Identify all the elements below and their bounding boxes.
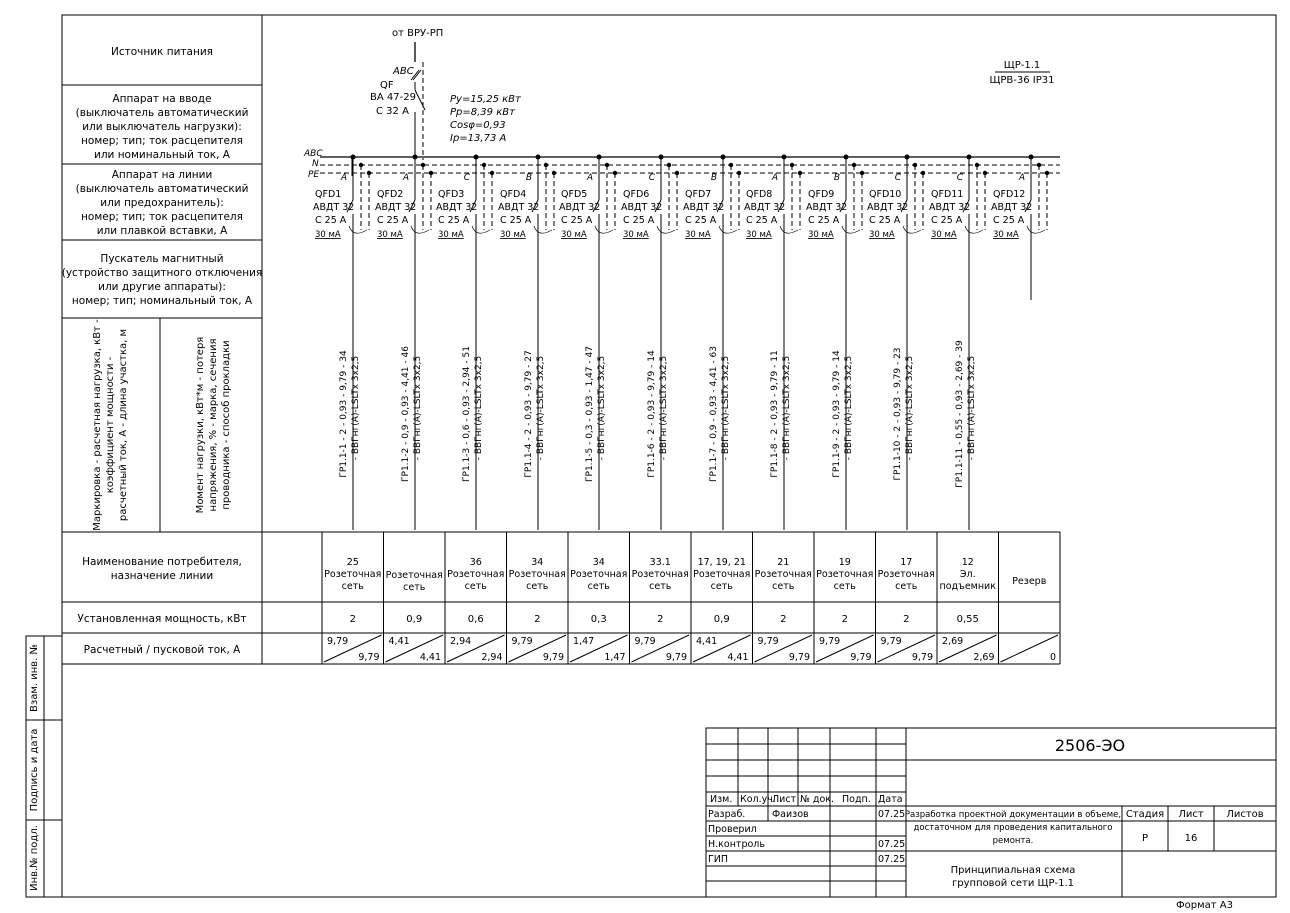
source-from: от ВРУ-РП xyxy=(392,28,444,39)
project-name: ремонта. xyxy=(992,836,1034,846)
drawing-title: групповой сети ЩР-1.1 xyxy=(951,878,1075,889)
rcd-symbol xyxy=(472,226,490,233)
feeder-type: АВДТ 32 xyxy=(806,202,848,213)
feeder-3 xyxy=(436,155,494,531)
feeder-8 xyxy=(744,155,802,531)
bus-pe-label: PE xyxy=(308,170,320,180)
feeder-cable-code: ГР1.1-9 - 2 - 0,93 - 9,79 - 14 xyxy=(832,350,842,478)
consumer-name: 17 xyxy=(900,557,913,568)
consumer-name: подъемник xyxy=(939,581,996,592)
current-label: Расчетный / пусковой ток, А xyxy=(83,644,241,656)
header-koluch: Кол.уч. xyxy=(740,794,776,805)
start-current: 2,69 xyxy=(973,652,995,663)
feeder-cable-type: - ВВГнг(А)-LSLTx 3х2,5 xyxy=(474,355,484,461)
consumer-name: Розеточная xyxy=(570,569,628,580)
input-device-label: или номинальный ток, А xyxy=(94,149,230,161)
consumer-name: Розеточная xyxy=(693,569,751,580)
consumer-name: сеть xyxy=(341,581,364,592)
feeder-4 xyxy=(498,155,556,531)
feeder-rating: С 25 А xyxy=(623,215,655,226)
consumer-name: 34 xyxy=(531,557,544,568)
feeder-type: АВДТ 32 xyxy=(498,202,540,213)
installed-power: 2 xyxy=(841,614,848,625)
consumer-name: Розеточная xyxy=(877,569,935,580)
consumer-column-12 xyxy=(1001,532,1061,664)
start-current: 0 xyxy=(1049,652,1056,663)
role-gip-date: 07.25 xyxy=(878,854,906,865)
rcd-symbol xyxy=(657,226,675,233)
installed-power: 2 xyxy=(903,614,910,625)
feeder-rcd-ma: 30 мА xyxy=(561,230,587,240)
consumer-name: 21 xyxy=(777,557,790,568)
panel-title: ЩР-1.1 xyxy=(1003,60,1041,71)
project-name: Разработка проектной документации в объеме, xyxy=(904,810,1122,820)
panel-name xyxy=(989,60,1054,86)
consumer-name: сеть xyxy=(895,581,918,592)
feeder-cable-code: ГР1.1-11 - 0,55 - 0,93 - 2,69 - 39 xyxy=(955,340,965,488)
consumer-name: Розеточная xyxy=(631,569,689,580)
rcd-symbol xyxy=(719,226,737,233)
drawing-title: Принципиальная схема xyxy=(950,865,1076,876)
installed-power: 0,9 xyxy=(406,614,423,625)
start-current: 2,94 xyxy=(481,652,503,663)
consumer-name: 19 xyxy=(838,557,851,568)
line-device-label: номер; тип; ток расцепителя xyxy=(81,211,243,223)
feeder-10 xyxy=(867,155,925,531)
calc-current: 4,41 xyxy=(696,636,718,647)
consumer-name: 33.1 xyxy=(649,557,671,568)
consumer-column-2 xyxy=(386,532,446,664)
param-pp: Рр=8,39 кВт xyxy=(450,107,515,118)
consumer-name: сеть xyxy=(833,581,856,592)
feeder-qf: QFD10 xyxy=(869,189,902,200)
header-data: Дата xyxy=(878,794,903,805)
consumer-name: сеть xyxy=(403,582,426,593)
stage-header: Стадия xyxy=(1125,809,1165,820)
rcd-symbol xyxy=(349,226,367,233)
drawing-frame xyxy=(62,15,1276,897)
installed-power: 0,3 xyxy=(590,614,607,625)
feeder-cable-type: - ВВГнг(А)-LSLTx 3х2,5 xyxy=(967,355,977,461)
consumer-name: Розеточная xyxy=(385,570,443,581)
marking-label: расчетный ток, А - длина участка, м xyxy=(118,328,129,522)
feeder-qf: QFD6 xyxy=(623,189,650,200)
rcd-symbol xyxy=(595,226,613,233)
feeder-rating: С 25 А xyxy=(500,215,532,226)
feeder-cable-type: - ВВГнг(А)-LSLTx 3х2,5 xyxy=(597,355,607,461)
consumer-column-1 xyxy=(324,532,384,664)
role-dev: Разраб. xyxy=(708,809,746,820)
feeder-type: АВДТ 32 xyxy=(436,202,478,213)
phase-label: В xyxy=(525,173,532,183)
feeder-5 xyxy=(559,155,617,531)
feeder-rating: С 25 А xyxy=(438,215,470,226)
phase-label: С xyxy=(894,173,901,183)
consumer-name: 17, 19, 21 xyxy=(697,557,746,568)
start-current: 9,79 xyxy=(665,652,687,663)
phase-label: А xyxy=(340,173,347,183)
consumer-table xyxy=(324,532,1060,664)
feeder-rating: С 25 А xyxy=(931,215,963,226)
consumer-name: сеть xyxy=(526,581,549,592)
line-device-label: или предохранитель): xyxy=(100,197,224,209)
consumer-label: назначение линии xyxy=(110,570,214,582)
project-name: достаточном для проведения капитального xyxy=(913,823,1113,833)
calc-current: 9,79 xyxy=(327,636,349,647)
feeder-rating: С 25 А xyxy=(869,215,901,226)
title-block xyxy=(706,728,1276,897)
feeder-cable-code: ГР1.1-1 - 2 - 0,93 - 9,79 - 34 xyxy=(339,350,349,478)
consumer-name: 36 xyxy=(469,557,482,568)
starter-label: номер; тип; номинальный ток, А xyxy=(71,295,253,307)
feeder-rating: С 25 А xyxy=(808,215,840,226)
feeder-type: АВДТ 32 xyxy=(867,202,909,213)
feeder-11 xyxy=(929,155,987,531)
role-check: Проверил xyxy=(708,824,757,835)
feeder-qf: QFD3 xyxy=(438,189,465,200)
start-current: 9,79 xyxy=(788,652,810,663)
feeder-cable-type: - ВВГнг(А)-LSLTx 3х2,5 xyxy=(721,355,731,461)
calc-current: 4,41 xyxy=(388,636,410,647)
feeder-rcd-ma: 30 мА xyxy=(746,230,772,240)
phase-label: А xyxy=(771,173,778,183)
installed-power-label: Установленная мощность, кВт xyxy=(77,613,247,625)
feeder-cable-code: ГР1.1-4 - 2 - 0,93 - 9,79 - 27 xyxy=(524,350,534,478)
side-stamp xyxy=(26,636,62,897)
input-device-label: или выключатель нагрузки): xyxy=(82,121,242,133)
feeder-cable-code: ГР1.1-2 - 0,9 - 0,93 - 4,41 - 46 xyxy=(401,346,411,482)
phase-label: С xyxy=(648,173,655,183)
start-current: 9,79 xyxy=(542,652,564,663)
consumer-label: Наименование потребителя, xyxy=(82,556,242,568)
param-cos: Cosφ=0,93 xyxy=(450,120,506,131)
installed-power: 0,6 xyxy=(467,614,484,625)
feeder-1 xyxy=(313,155,371,531)
consumer-name: сеть xyxy=(772,581,795,592)
starter-label: (устройство защитного отключения xyxy=(61,267,263,279)
sheets-header: Листов xyxy=(1226,809,1264,820)
calc-current: 9,79 xyxy=(757,636,779,647)
feeder-rcd-ma: 30 мА xyxy=(993,230,1019,240)
phase-label: С xyxy=(463,173,470,183)
consumer-column-9 xyxy=(816,532,876,664)
rcd-symbol xyxy=(534,226,552,233)
consumer-name: сеть xyxy=(649,581,672,592)
feeder-rcd-ma: 30 мА xyxy=(623,230,649,240)
calc-current: 1,47 xyxy=(573,636,595,647)
calc-current: 9,79 xyxy=(634,636,656,647)
stage-value: Р xyxy=(1141,833,1149,844)
feeder-rcd-ma: 30 мА xyxy=(808,230,834,240)
feeder-qf: QFD12 xyxy=(993,189,1026,200)
feeder-qf: QFD8 xyxy=(746,189,773,200)
installed-power: 2 xyxy=(780,614,787,625)
calc-current: 2,69 xyxy=(942,636,964,647)
feeder-qf: QFD5 xyxy=(561,189,588,200)
feeder-qf: QFD4 xyxy=(500,189,527,200)
consumer-name: Резерв xyxy=(1012,576,1047,587)
feeder-12 xyxy=(991,155,1049,301)
feeder-rating: С 25 А xyxy=(315,215,347,226)
consumer-column-11 xyxy=(939,532,999,664)
rcd-symbol xyxy=(903,226,921,233)
feeder-qf: QFD1 xyxy=(315,189,342,200)
input-device-label: Аппарат на вводе xyxy=(112,93,212,105)
installed-power: 2 xyxy=(657,614,664,625)
source-abc: АВС xyxy=(393,66,414,77)
feeder-rcd-ma: 30 мА xyxy=(931,230,957,240)
moment-label: напряжения, % - марка, сечения xyxy=(208,338,219,512)
bus-abc-label: АВС xyxy=(304,149,323,159)
consumer-column-4 xyxy=(509,532,569,664)
phase-label: В xyxy=(833,173,840,183)
feeder-type: АВДТ 32 xyxy=(621,202,663,213)
installed-power: 0,9 xyxy=(713,614,730,625)
phase-label: А xyxy=(586,173,593,183)
input-device-label: (выключатель автоматический xyxy=(75,107,249,119)
param-ip: Iр=13,73 А xyxy=(450,133,507,144)
feeder-rating: С 25 А xyxy=(746,215,778,226)
feeder-cable-code: ГР1.1-10 - 2 - 0,93 - 9,79 - 23 xyxy=(893,347,903,481)
consumer-name: Розеточная xyxy=(508,569,566,580)
feeder-7 xyxy=(683,155,741,531)
feeder-type: АВДТ 32 xyxy=(559,202,601,213)
sheet-header: Лист xyxy=(1178,809,1204,820)
header-ndok: № док. xyxy=(800,794,835,805)
start-current: 4,41 xyxy=(419,652,441,663)
starter-label: Пускатель магнитный xyxy=(100,253,224,265)
side-stamp-label: Подпись и дата xyxy=(29,728,40,812)
feeder-9 xyxy=(806,155,864,531)
feeder-rating: С 25 А xyxy=(377,215,409,226)
feeder-cable-code: ГР1.1-3 - 0,6 - 0,93 - 2,94 - 51 xyxy=(462,346,472,482)
start-current: 9,79 xyxy=(850,652,872,663)
feeder-type: АВДТ 32 xyxy=(313,202,355,213)
marking-label: Маркировка - расчетная нагрузка, кВт - xyxy=(92,319,103,531)
feeder-rating: С 25 А xyxy=(993,215,1025,226)
document-code: 2506-ЭО xyxy=(1054,736,1126,755)
feeder-qf: QFD7 xyxy=(685,189,712,200)
param-py: Ру=15,25 кВт xyxy=(450,94,521,105)
consumer-column-10 xyxy=(878,532,938,664)
phase-label: В xyxy=(710,173,717,183)
consumer-column-5 xyxy=(570,532,630,664)
line-device-label: Аппарат на линии xyxy=(111,169,213,181)
sheet-value: 16 xyxy=(1184,833,1198,844)
phase-label: А xyxy=(1018,173,1025,183)
role-gip: ГИП xyxy=(708,854,729,865)
feeder-type: АВДТ 32 xyxy=(683,202,725,213)
feeder-cable-code: ГР1.1-6 - 2 - 0,93 - 9,79 - 14 xyxy=(647,350,657,478)
rcd-symbol xyxy=(411,226,429,233)
feeder-qf: QFD9 xyxy=(808,189,835,200)
feeder-rcd-ma: 30 мА xyxy=(869,230,895,240)
feeders xyxy=(313,155,1049,531)
consumer-name: Эл. xyxy=(959,569,976,580)
consumer-name: сеть xyxy=(587,581,610,592)
moment-label: Момент нагрузки, кВт*м - потеря xyxy=(195,336,206,514)
role-norm-date: 07.25 xyxy=(878,839,906,850)
consumer-name: сеть xyxy=(710,581,733,592)
input-device-label: номер; тип; ток расцепителя xyxy=(81,135,243,147)
feeder-type: АВДТ 32 xyxy=(991,202,1033,213)
role-norm: Н.контроль xyxy=(708,839,765,850)
feeder-2 xyxy=(375,155,433,531)
qf-label: QF xyxy=(380,80,394,91)
consumer-name: сеть xyxy=(464,581,487,592)
role-dev-date: 07.25 xyxy=(878,809,906,820)
feeder-cable-code: ГР1.1-5 - 0,3 - 0,93 - 1,47 - 47 xyxy=(585,346,595,482)
source-label: Источник питания xyxy=(111,46,213,58)
calc-current: 9,79 xyxy=(511,636,533,647)
panel-type: ЩРВ-36 IP31 xyxy=(989,75,1055,86)
feeder-cable-type: - ВВГнг(А)-LSLTx 3х2,5 xyxy=(536,355,546,461)
rcd-symbol xyxy=(1027,226,1045,233)
load-params xyxy=(450,94,522,144)
consumer-column-7 xyxy=(693,532,753,664)
feeder-rcd-ma: 30 мА xyxy=(377,230,403,240)
side-stamp-label: Взам. инв. № xyxy=(29,644,40,712)
consumer-name: 12 xyxy=(961,557,974,568)
rcd-symbol xyxy=(965,226,983,233)
phase-label: С xyxy=(956,173,963,183)
installed-power: 2 xyxy=(349,614,356,625)
feeder-type: АВДТ 32 xyxy=(375,202,417,213)
feeder-cable-type: - ВВГнг(А)-LSLTx 3х2,5 xyxy=(782,355,792,461)
bus-n-label: N xyxy=(312,159,319,169)
header-izm: Изм. xyxy=(710,794,733,805)
feeder-rating: С 25 А xyxy=(561,215,593,226)
feeder-cable-type: - ВВГнг(А)-LSLTx 3х2,5 xyxy=(905,355,915,461)
consumer-name: Розеточная xyxy=(816,569,874,580)
calc-current: 9,79 xyxy=(880,636,902,647)
feeder-qf: QFD2 xyxy=(377,189,404,200)
feeder-qf: QFD11 xyxy=(931,189,964,200)
feeder-cable-code: ГР1.1-7 - 0,9 - 0,93 - 4,41 - 63 xyxy=(709,346,719,482)
start-current: 9,79 xyxy=(358,652,380,663)
feeder-rating: С 25 А xyxy=(685,215,717,226)
format-label: Формат А3 xyxy=(1176,900,1233,911)
feeder-type: АВДТ 32 xyxy=(929,202,971,213)
consumer-column-3 xyxy=(447,532,507,664)
role-dev-name: Фаизов xyxy=(772,809,809,820)
phase-label: А xyxy=(402,173,409,183)
qf-type: ВА 47-29 xyxy=(370,92,416,103)
rcd-symbol xyxy=(780,226,798,233)
consumer-name: 25 xyxy=(346,557,359,568)
side-stamp-label: Инв.№ подл. xyxy=(29,825,40,891)
start-current: 4,41 xyxy=(727,652,749,663)
marking-label: коэффициент мощности - xyxy=(105,356,116,494)
feeder-cable-type: - ВВГнг(А)-LSLTx 3х2,5 xyxy=(844,355,854,461)
feeder-rcd-ma: 30 мА xyxy=(685,230,711,240)
feeder-cable-type: - ВВГнг(А)-LSLTx 3х2,5 xyxy=(351,355,361,461)
rcd-symbol xyxy=(842,226,860,233)
line-device-label: (выключатель автоматический xyxy=(75,183,249,195)
line-device-label: или плавкой вставки, А xyxy=(96,225,228,237)
header-podp: Подп. xyxy=(842,794,871,805)
feeder-type: АВДТ 32 xyxy=(744,202,786,213)
moment-label: проводника - способ прокладки xyxy=(221,340,232,510)
installed-power: 0,55 xyxy=(956,614,979,625)
consumer-name: 34 xyxy=(592,557,605,568)
consumer-column-6 xyxy=(632,532,692,664)
starter-label: или другие аппараты): xyxy=(98,281,226,293)
header-list: Лист xyxy=(772,794,797,805)
installed-power: 2 xyxy=(534,614,541,625)
feeder-rcd-ma: 30 мА xyxy=(438,230,464,240)
consumer-name: Розеточная xyxy=(447,569,505,580)
feeder-cable-type: - ВВГнг(А)-LSLTx 3х2,5 xyxy=(413,355,423,461)
calc-current: 2,94 xyxy=(450,636,472,647)
calc-current: 9,79 xyxy=(819,636,841,647)
feeder-cable-code: ГР1.1-8 - 2 - 0,93 - 9,79 - 11 xyxy=(770,350,780,478)
qf-rating: С 32 А xyxy=(376,106,409,117)
start-current: 1,47 xyxy=(604,652,626,663)
feeder-6 xyxy=(621,155,679,531)
consumer-name: Розеточная xyxy=(754,569,812,580)
consumer-name: Розеточная xyxy=(324,569,382,580)
feeder-rcd-ma: 30 мА xyxy=(500,230,526,240)
feeder-rcd-ma: 30 мА xyxy=(315,230,341,240)
consumer-column-8 xyxy=(755,532,815,664)
feeder-cable-type: - ВВГнг(А)-LSLTx 3х2,5 xyxy=(659,355,669,461)
start-current: 9,79 xyxy=(911,652,933,663)
